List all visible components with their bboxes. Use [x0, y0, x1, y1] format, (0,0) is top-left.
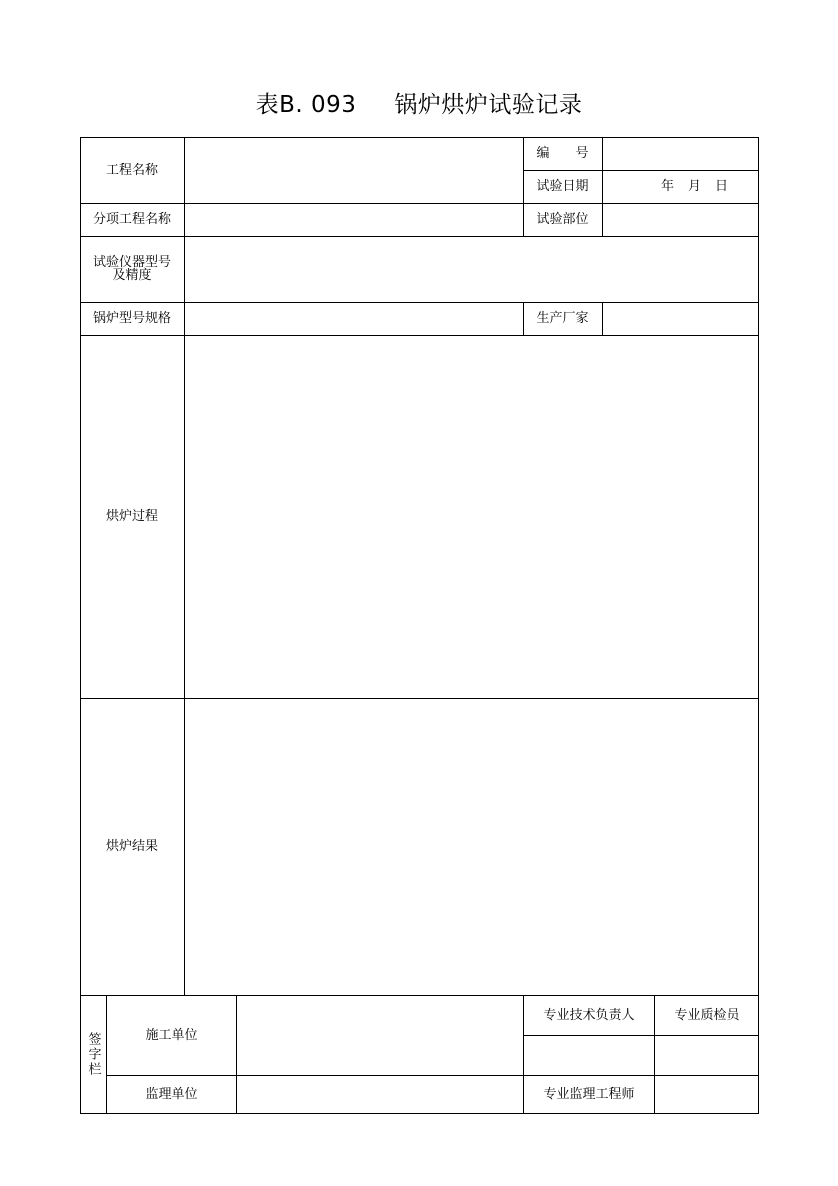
test-part-label: 试验部位 — [536, 212, 589, 227]
date-month-label: 月 — [687, 179, 701, 194]
manufacturer-label: 生产厂家 — [536, 311, 589, 326]
construction-unit-label: 施工单位 — [145, 1027, 198, 1043]
instrument-label — [80, 236, 184, 302]
form-title: 锅炉烘炉试验记录 — [394, 92, 583, 118]
instrument-label-line1: 试验仪器型号 — [92, 255, 171, 270]
supervision-engineer-signature-field[interactable] — [655, 1075, 759, 1114]
sub-project-name-field[interactable] — [185, 203, 523, 236]
drying-result-field[interactable] — [185, 698, 759, 995]
number-field[interactable] — [603, 137, 759, 170]
form-code: 表B. 093 — [255, 92, 357, 118]
drying-result-label: 烘炉结果 — [105, 839, 158, 854]
instrument-label-line2: 及精度 — [112, 268, 152, 283]
test-date-label: 试验日期 — [536, 179, 589, 194]
supervision-unit-label: 监理单位 — [145, 1087, 198, 1102]
sub-project-name-label: 分项工程名称 — [92, 212, 171, 227]
test-date-field[interactable] — [603, 170, 759, 203]
boiler-model-label: 锅炉型号规格 — [92, 311, 171, 326]
date-day-label: 日 — [714, 179, 728, 194]
quality-inspector-label: 专业质检员 — [674, 1007, 740, 1023]
signature-column-label: 签字栏 — [85, 1032, 101, 1077]
project-name-field[interactable] — [185, 137, 523, 203]
test-part-field[interactable] — [603, 203, 759, 236]
supervision-unit-field[interactable] — [237, 1075, 523, 1114]
manufacturer-field[interactable] — [603, 302, 759, 335]
number-label: 编 号 — [536, 146, 589, 161]
drying-process-label: 烘炉过程 — [105, 509, 158, 524]
project-name-label: 工程名称 — [105, 162, 158, 178]
signature-column — [80, 995, 106, 1114]
construction-unit-field[interactable] — [237, 995, 523, 1075]
tech-lead-signature-field[interactable] — [524, 1035, 654, 1075]
instrument-field[interactable] — [185, 236, 759, 302]
page-title — [0, 86, 838, 119]
boiler-model-field[interactable] — [185, 302, 523, 335]
supervision-engineer-label: 专业监理工程师 — [543, 1087, 635, 1102]
drying-process-field[interactable] — [185, 335, 759, 698]
quality-inspector-signature-field[interactable] — [655, 1035, 759, 1075]
tech-lead-label: 专业技术负责人 — [543, 1007, 635, 1023]
date-year-label: 年 — [660, 179, 674, 194]
